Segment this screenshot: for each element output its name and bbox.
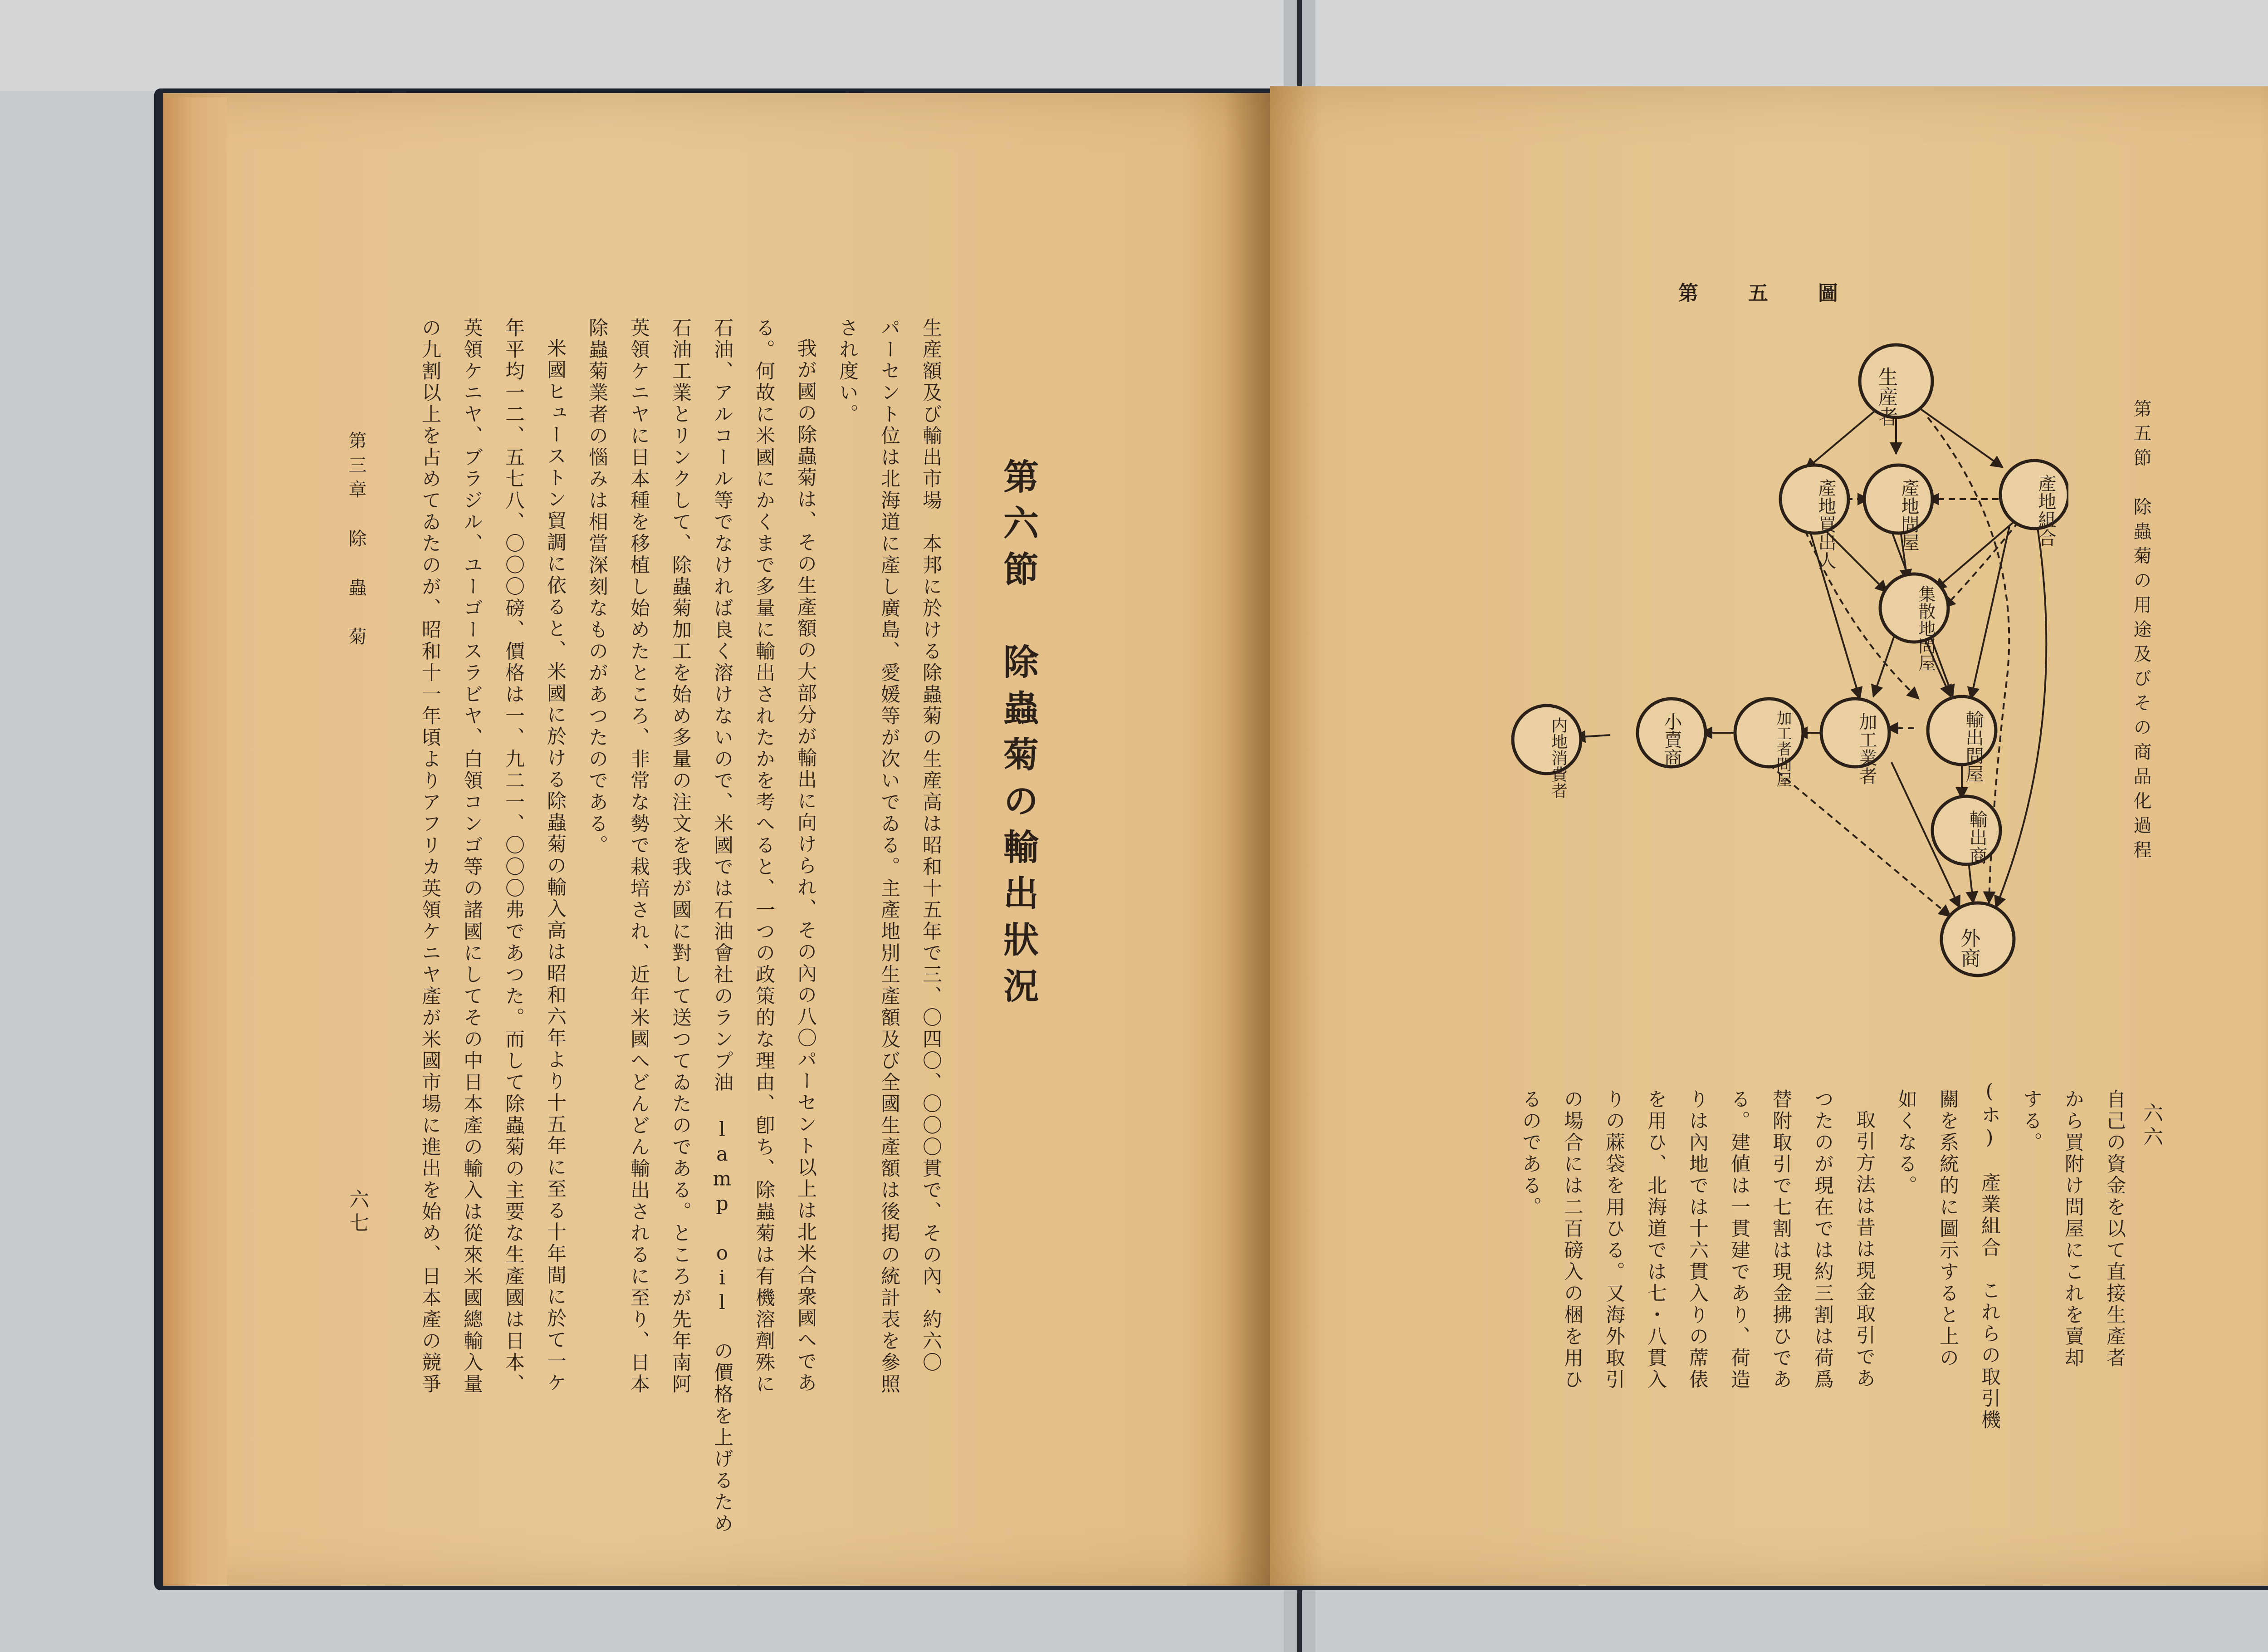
body-column: 英領ケニヤに日本種を移植し始めたところ、非常な勢で栽培され、近年米國へどんどん輸出されるに至り、日本 xyxy=(627,318,650,1395)
diagram-edge xyxy=(1805,408,1878,470)
body-column: 石油、アルコール等でなければ良く溶けないので、米國では石油會社のランプ油 lamp oil の價格を上げるため xyxy=(711,318,733,1535)
diagram-edge xyxy=(1916,406,2003,467)
node-processor xyxy=(1821,699,1889,785)
node-exporter xyxy=(1932,796,2000,864)
distribution-diagram xyxy=(1420,318,2068,1053)
node-processed-goods-wholesaler xyxy=(1735,699,1803,787)
body-column: から買附け問屋にこれを賣却 xyxy=(2062,1089,2084,1369)
body-column: され度い。 xyxy=(836,318,859,426)
left-page-edge xyxy=(163,98,227,1586)
node-label: 輸出商 xyxy=(1966,810,1987,864)
body-column: の場合には二百磅入の梱を用ひ xyxy=(1561,1089,1584,1391)
diagram-edge xyxy=(1969,862,1973,903)
body-column: 米國ヒューストン貿調に依ると、米國に於ける除蟲菊の輸入高は昭和六年より十五年に至る十年間に於て一ケ xyxy=(544,338,567,1394)
body-column: する。 xyxy=(2020,1089,2043,1154)
body-column: 石油工業とリンクして、除蟲菊加工を始め多量の注文を我が國に對して送つてゐたのである。ところが先年南阿 xyxy=(669,318,692,1395)
node-label: 產地組合 xyxy=(2035,474,2056,547)
body-column: 英領ケニヤ、ブラジル、ユーゴースラビヤ、白領コンゴ等の諸國にしてその中日本產の輸入は從來米國總輸入量 xyxy=(460,318,483,1395)
body-column: る。建値は一貫建であり、荷造 xyxy=(1728,1089,1750,1391)
node-domestic-consumer xyxy=(1513,706,1581,799)
body-column: 自己の資金を以て直接生產者 xyxy=(2103,1089,2126,1369)
body-column: (ホ) 產業組合 これらの取引機 xyxy=(1978,1080,2001,1431)
node-retailer xyxy=(1637,699,1706,767)
body-column: る。何故に米國にかくまで多量に輸出されたかを考へると、一つの政策的な理由、卽ち、除蟲菊は有機溶劑殊に xyxy=(753,318,775,1395)
page-number: 六六 xyxy=(2140,1103,2163,1150)
body-column: 取引方法は昔は現金取引であ xyxy=(1853,1109,1876,1390)
node-label: 產地買出人 xyxy=(1815,479,1836,569)
node-label: 集散地問屋 xyxy=(1916,585,1936,672)
body-column: パーセント位は北海道に產し廣島、愛媛等が次いでゐる。主產地別生產額及び全國生產額は後掲の統計表を參照 xyxy=(878,318,900,1395)
node-label: 輸出問屋 xyxy=(1963,710,1984,783)
body-column: の九割以上を占めてゐたのが、昭和十一年頃よりアフリカ英領ケニヤ產が米國市場に進出を始め、日本產の競爭 xyxy=(419,318,441,1395)
body-column: 我が國の除蟲菊は、その生產額の大部分が輸出に向けられ、その內の八〇パーセント以上は北米合衆國へであ xyxy=(794,338,817,1394)
section-title: 第六節 除蟲菊の輸出狀況 xyxy=(997,458,1039,1014)
node-local-buyer xyxy=(1780,465,1848,569)
node-label: 產地問屋 xyxy=(1898,479,1919,551)
node-local-wholesaler xyxy=(1864,465,1932,551)
node-label: 内地消費者 xyxy=(1549,717,1568,799)
body-column: 如くなる。 xyxy=(1895,1089,1917,1197)
body-column: りは內地では十六貫入りの蓆俵 xyxy=(1686,1089,1709,1391)
node-label: 加工業者 xyxy=(1856,712,1877,785)
body-column: 替附取引で七割は現金拂ひであ xyxy=(1769,1089,1792,1391)
figure-caption: 第五圖 xyxy=(1678,282,1888,305)
diagram-edge xyxy=(1769,765,1950,917)
body-column: を用ひ、北海道では七・八貫入 xyxy=(1644,1089,1667,1391)
body-column: 除蟲菊業者の惱みは相當深刻なものがあつたのである。 xyxy=(586,318,608,857)
body-column: 生産額及び輸出市場 本邦に於ける除蟲菊の生産高は昭和十五年で三、〇四〇、〇〇〇貫で、その內、約六〇 xyxy=(919,318,942,1374)
node-foreign-merchant xyxy=(1941,903,2014,976)
running-head: 第三章 除 蟲 菊 xyxy=(346,431,367,652)
node-local-cooperative xyxy=(2000,461,2068,547)
diagram-edge xyxy=(1971,526,2009,699)
body-column: 關を系統的に圖示すると上の xyxy=(1936,1089,1959,1369)
node-label: 外商 xyxy=(1957,928,1980,968)
running-head: 第五節 除蟲菊の用途及びその商品化過程 xyxy=(2131,399,2151,865)
diagram-edge xyxy=(1944,522,2019,608)
body-column: りの蔴袋を用ひる。又海外取引 xyxy=(1603,1089,1625,1391)
body-column: つたのが現在では約三割は荷爲 xyxy=(1811,1089,1834,1391)
body-column: るのである。 xyxy=(1519,1089,1542,1218)
node-label: 小賣商 xyxy=(1661,712,1682,767)
page-number: 六七 xyxy=(346,1189,369,1236)
scanner-background xyxy=(0,0,2268,91)
node-label: 生産者 xyxy=(1874,367,1898,426)
body-column: 年平均一二、五七八、〇〇〇磅、價格は一、九二一、〇〇〇弗であつた。而して除蟲菊の主要な生產國は日本、 xyxy=(502,318,525,1395)
node-label: 加工者問屋 xyxy=(1774,710,1792,787)
